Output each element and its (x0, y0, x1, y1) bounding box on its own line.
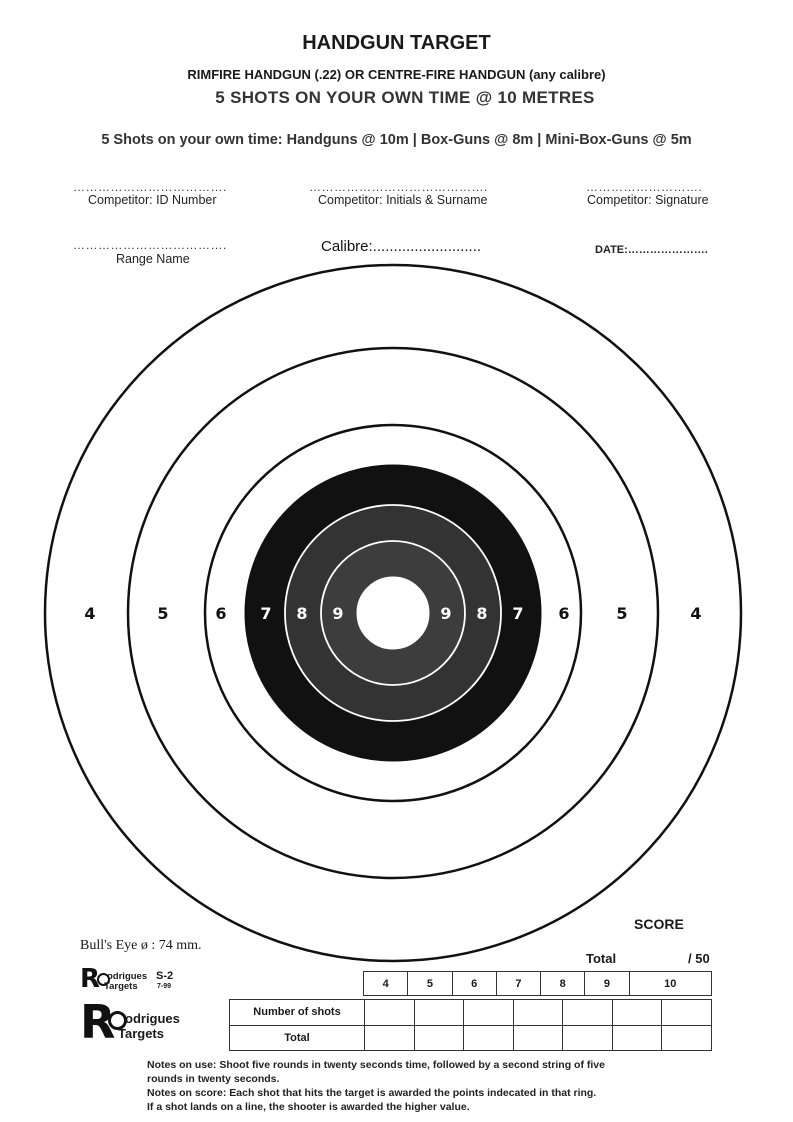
ring-number-right-4: 4 (690, 604, 702, 623)
form-revision: 7-99 (157, 983, 172, 990)
ring-10 (357, 577, 429, 649)
ring-number-left-5: 5 (157, 604, 169, 623)
row-label-total: Total (230, 1025, 365, 1051)
form-code: S-2 (156, 970, 174, 982)
total-cell[interactable] (662, 1025, 712, 1051)
ring-number-left-4: 4 (84, 604, 96, 623)
column-5: 5 (408, 972, 452, 996)
ring-number-right-7: 7 (512, 604, 524, 623)
shots-cell[interactable] (662, 1000, 712, 1026)
range-label: Range Name (116, 252, 190, 266)
name-label: Competitor: Initials & Surname (318, 193, 488, 207)
shots-heading: 5 SHOTS ON YOUR OWN TIME @ 10 METRES (215, 88, 595, 107)
id-number-field[interactable]: ………………………………. (73, 180, 227, 194)
shots-cell[interactable] (414, 1000, 464, 1026)
bulls-eye-note: Bull's Eye ø : 74 mm. (80, 938, 202, 953)
notes (147, 1058, 707, 1114)
total-cell[interactable] (414, 1025, 464, 1051)
page-title: HANDGUN TARGET (302, 32, 491, 54)
signature-field[interactable]: ………………………. (586, 180, 703, 194)
total-cell[interactable] (513, 1025, 563, 1051)
large-logo-name-2: Targets (118, 1026, 164, 1041)
score-columns-row (364, 972, 712, 996)
small-logo (80, 964, 190, 994)
ring-number-right-6: 6 (558, 604, 570, 623)
large-logo-name-1: odrigues (125, 1011, 180, 1026)
signature-label: Competitor: Signature (587, 193, 709, 207)
shots-cell[interactable] (464, 1000, 514, 1026)
name-field[interactable]: ……………………………………. (309, 180, 488, 194)
column-8: 8 (541, 972, 585, 996)
large-logo (80, 995, 200, 1049)
note-line: If a shot lands on a line, the shooter is awarded the higher value. (147, 1101, 470, 1113)
total-cell[interactable] (464, 1025, 514, 1051)
shots-cell[interactable] (563, 1000, 613, 1026)
shots-cell[interactable] (612, 1000, 662, 1026)
column-7: 7 (496, 972, 540, 996)
small-logo-name-1: odrigues (107, 971, 148, 982)
total-cell[interactable] (612, 1025, 662, 1051)
note-line: rounds in twenty seconds. (147, 1073, 280, 1085)
column-9: 9 (585, 972, 629, 996)
ring-number-right-8: 8 (476, 604, 488, 623)
ring-number-right-9: 9 (440, 604, 452, 623)
total-value[interactable]: / 50 (688, 951, 710, 966)
ring-number-left-7: 7 (260, 604, 272, 623)
ring-number-left-9: 9 (332, 604, 344, 623)
table-row (230, 1025, 712, 1051)
ring-number-left-6: 6 (215, 604, 227, 623)
table-row (230, 1000, 712, 1026)
score-column-header (363, 971, 712, 996)
score-table (229, 999, 712, 1051)
total-cell[interactable] (563, 1025, 613, 1051)
logo-letter-small: R (80, 964, 101, 994)
shots-cell[interactable] (365, 1000, 415, 1026)
score-label: SCORE (634, 916, 684, 932)
date-field[interactable]: DATE:…………………. (595, 244, 708, 256)
total-label: Total (586, 951, 617, 966)
note-line: Notes on score: Each shot that hits the target is awarded the points indecated in that ring. (147, 1087, 597, 1099)
small-logo-name-2: Targets (104, 981, 138, 992)
column-4: 4 (364, 972, 408, 996)
total-cell[interactable] (365, 1025, 415, 1051)
range-field[interactable]: ………………………………. (73, 238, 227, 252)
ring-number-left-8: 8 (296, 604, 308, 623)
note-line: Notes on use: Shoot five rounds in twenty seconds time, followed by a second string of five (147, 1059, 605, 1071)
ring-number-right-5: 5 (616, 604, 628, 623)
logo-letter-large: R (80, 995, 116, 1049)
shots-cell[interactable] (513, 1000, 563, 1026)
distances-line: 5 Shots on your own time: Handguns @ 10m | Box-Guns @ 8m | Mini-Box-Guns @ 5m (101, 132, 692, 148)
row-label-shots: Number of shots (230, 1000, 365, 1026)
calibre-field[interactable]: Calibre:.......................... (321, 238, 482, 255)
subtitle: RIMFIRE HANDGUN (.22) OR CENTRE-FIRE HANDGUN (any calibre) (187, 67, 606, 82)
column-6: 6 (452, 972, 496, 996)
id-number-label: Competitor: ID Number (88, 193, 217, 207)
column-10: 10 (629, 972, 711, 996)
